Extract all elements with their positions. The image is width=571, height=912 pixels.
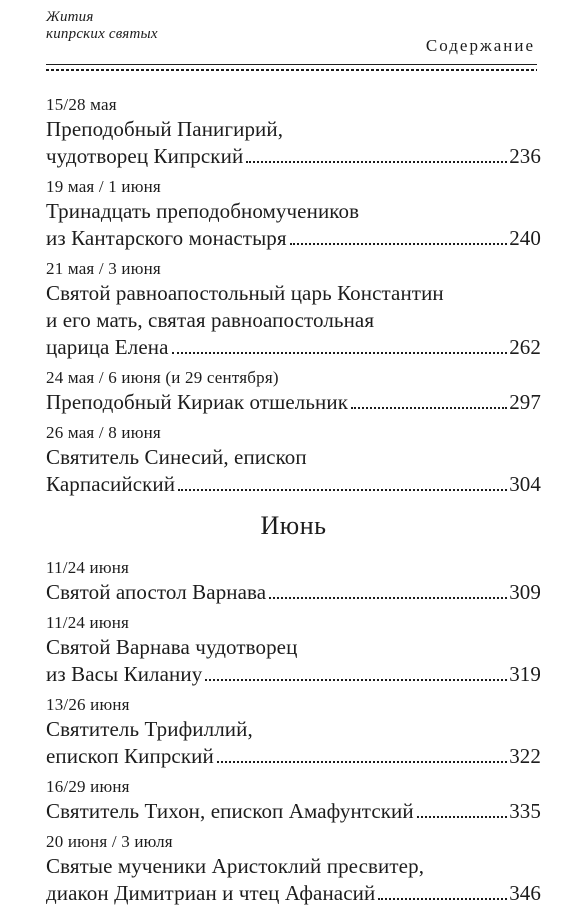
toc-entry-title-line: чудотворец Кипрский bbox=[46, 144, 244, 168]
toc-may-list bbox=[46, 93, 541, 498]
toc-entry bbox=[46, 693, 541, 770]
toc-entry-page-number: 322 bbox=[509, 744, 541, 768]
toc-entry-title-line: Святые мученики Аристоклий пресвитер, bbox=[46, 854, 425, 878]
header-rule bbox=[46, 64, 537, 65]
dot-leader bbox=[269, 597, 507, 599]
toc-entry bbox=[46, 830, 541, 907]
toc-entry-page-number: 297 bbox=[509, 390, 541, 414]
dot-leader bbox=[246, 161, 507, 163]
toc-entry-date: 16/29 июня bbox=[46, 777, 130, 796]
toc-entry bbox=[46, 611, 541, 688]
toc-june-list bbox=[46, 556, 541, 907]
header-ornament-rule bbox=[46, 69, 537, 71]
toc-entry bbox=[46, 257, 541, 361]
toc-entry-title-line: Карпасийский bbox=[46, 472, 176, 496]
toc-entry-date: 11/24 июня bbox=[46, 613, 130, 632]
toc-entry-title-line: из Кантарского монастыря bbox=[46, 226, 287, 250]
toc-entry-page-number: 262 bbox=[509, 335, 541, 359]
dot-leader bbox=[178, 489, 507, 491]
book-title-line-2: кипрских святых bbox=[46, 26, 158, 42]
toc-entry bbox=[46, 93, 541, 170]
toc-entry-title-line: Святитель Синесий, епископ bbox=[46, 445, 307, 469]
toc-entry-page-number: 335 bbox=[509, 799, 541, 823]
toc-entry-page-number: 319 bbox=[509, 662, 541, 686]
toc-entry-page-number: 304 bbox=[509, 472, 541, 496]
toc-entry bbox=[46, 775, 541, 825]
dot-leader bbox=[417, 816, 507, 818]
toc-entry-title-line: Преподобный Панигирий, bbox=[46, 117, 284, 141]
toc-entry-date: 15/28 мая bbox=[46, 95, 117, 114]
toc-entry-title-line: Святой равноапостольный царь Константин bbox=[46, 281, 444, 305]
toc-entry-last-line bbox=[46, 334, 541, 361]
toc-entry bbox=[46, 556, 541, 606]
toc-entry-title-line: епископ Кипрский bbox=[46, 744, 214, 768]
dot-leader bbox=[205, 679, 507, 681]
toc-entry-title-line: царица Елена bbox=[46, 335, 169, 359]
running-header-book-title bbox=[46, 9, 158, 43]
toc-entry bbox=[46, 421, 541, 498]
toc-entry-date: 20 июня / 3 июля bbox=[46, 832, 173, 851]
toc-entry-page-number: 236 bbox=[509, 144, 541, 168]
toc-entry-date: 11/24 июня bbox=[46, 558, 130, 577]
toc-entry-title-line: Святитель Трифиллий, bbox=[46, 717, 253, 741]
toc-entry-last-line bbox=[46, 743, 541, 770]
toc-entry-title-line: Тринадцать преподобномучеников bbox=[46, 199, 360, 223]
dot-leader bbox=[172, 352, 508, 354]
toc-entry-title-line: Преподобный Кириак отшельник bbox=[46, 390, 349, 414]
toc-entry-last-line bbox=[46, 225, 541, 252]
toc-entry-date: 21 мая / 3 июня bbox=[46, 259, 161, 278]
toc-entry-date: 24 мая / 6 июня (и 29 сентября) bbox=[46, 368, 279, 387]
toc-entry bbox=[46, 175, 541, 252]
toc-entry-page-number: 309 bbox=[509, 580, 541, 604]
dot-leader bbox=[290, 243, 508, 245]
toc-entry-title-line: Святой Варнава чудотворец bbox=[46, 635, 298, 659]
toc-entry-last-line bbox=[46, 471, 541, 498]
dot-leader bbox=[351, 407, 507, 409]
toc-entry-last-line bbox=[46, 661, 541, 688]
toc-entry-page-number: 346 bbox=[509, 881, 541, 905]
toc-entry-date: 19 мая / 1 июня bbox=[46, 177, 161, 196]
book-title-line-1: Жития bbox=[46, 9, 94, 25]
toc-entry-last-line bbox=[46, 143, 541, 170]
toc-entry-title-line: Святитель Тихон, епископ Амафунтский bbox=[46, 799, 414, 823]
toc-entry-date: 26 мая / 8 июня bbox=[46, 423, 161, 442]
toc-entry-page-number: 240 bbox=[509, 226, 541, 250]
toc-entry-last-line bbox=[46, 798, 541, 825]
toc-entry-last-line bbox=[46, 389, 541, 416]
section-title-june: Июнь bbox=[260, 511, 327, 540]
table-of-contents bbox=[46, 93, 541, 912]
toc-entry-title-line: Святой апостол Варнава bbox=[46, 580, 267, 604]
toc-entry-last-line bbox=[46, 579, 541, 606]
toc-entry-date: 13/26 июня bbox=[46, 695, 130, 714]
running-header-section: Содержание bbox=[425, 36, 535, 55]
toc-entry-last-line bbox=[46, 880, 541, 907]
toc-entry bbox=[46, 366, 541, 416]
toc-entry-title-line: из Васы Киланиу bbox=[46, 662, 203, 686]
toc-entry-title-line: и его мать, святая равноапостольная bbox=[46, 308, 375, 332]
toc-entry-title-line: диакон Димитриан и чтец Афанасий bbox=[46, 881, 376, 905]
dot-leader bbox=[217, 761, 507, 763]
